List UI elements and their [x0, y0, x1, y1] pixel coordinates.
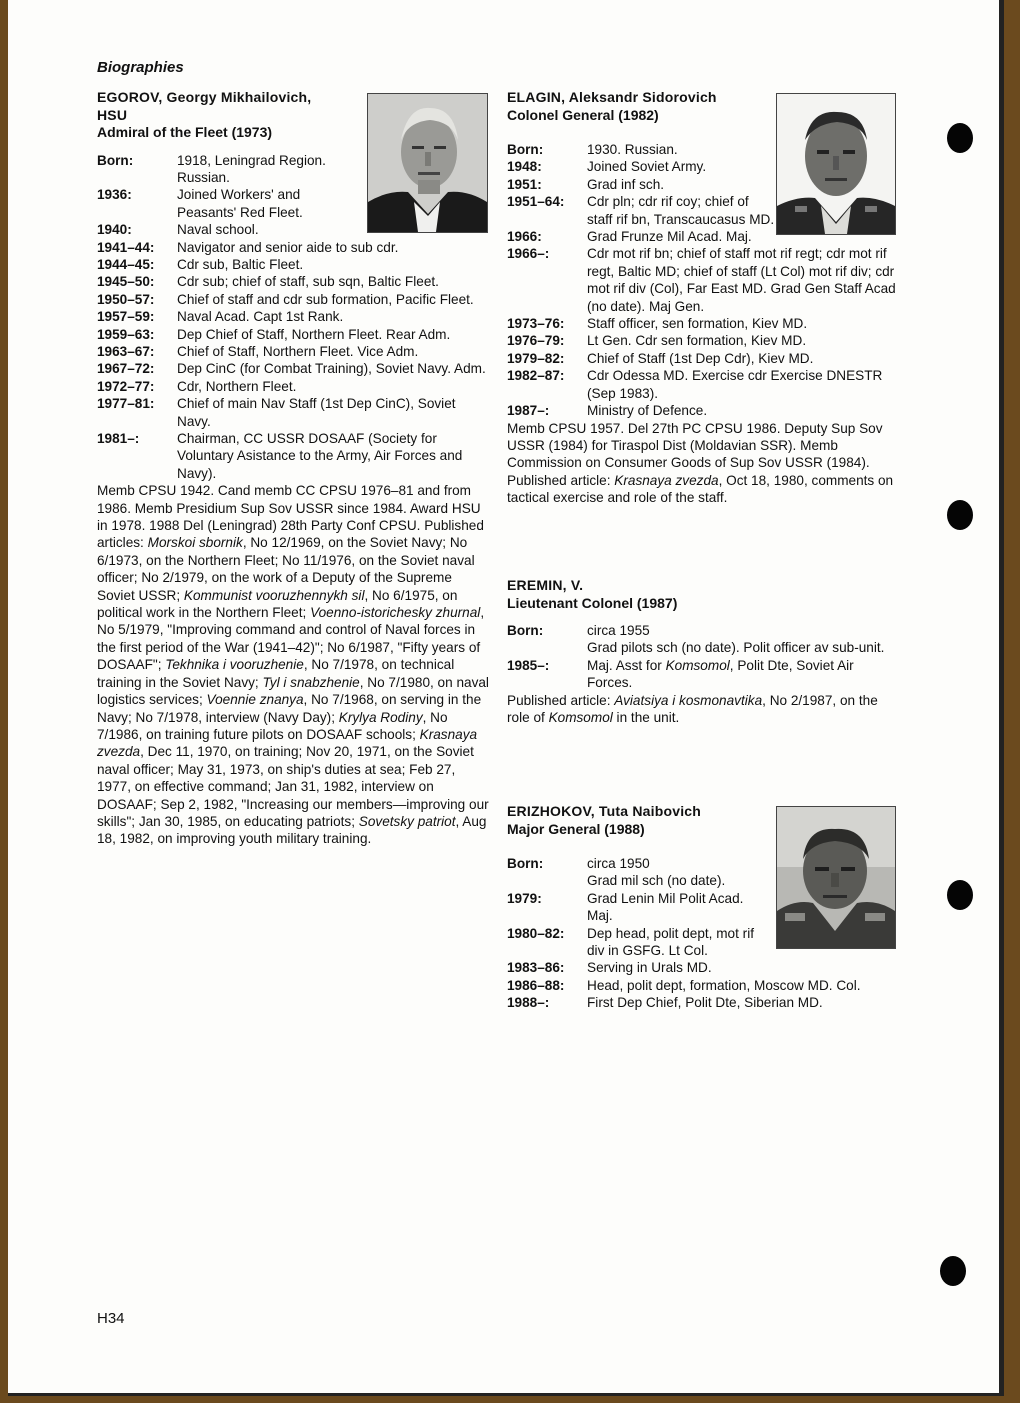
entry-year: [507, 639, 587, 656]
publication-title: Tyl i snabzhenie: [262, 674, 360, 690]
entry-year: 1983–86:: [507, 960, 565, 976]
portrait-photo: [367, 93, 488, 233]
entry-text: Ministry of Defence.: [587, 403, 708, 419]
bio-entry: [507, 367, 899, 402]
entry-year: 1957–59:: [97, 309, 155, 325]
publication-title: Kommunist vooruzhennykh sil: [183, 587, 365, 603]
entry-text: Cdr sub, Baltic Fleet.: [177, 256, 304, 272]
entry-year: 1951–64:: [507, 194, 565, 210]
paragraph-text: , No 12/1969, on the Soviet Navy; No 6/1973, on the Northern Fleet; No 11/1976, on the Soviet naval officer; No 2/1979, on the work of a Deputy of the Supreme Soviet USSR;: [97, 535, 475, 603]
bio-entry: [97, 273, 489, 290]
paragraph-text: Memb CPSU 1942. Cand memb CC CPSU 1976–81 and from 1986. Memb Presidium Sup Sov USSR since 1984. Award HSU in 1978. 1988 Del (Leningrad) 28th Party Conf CPSU. Published articles:: [97, 483, 484, 551]
paragraph-text: , No 2/1987, on the role of: [507, 692, 878, 726]
publication-title: Voenno-istorichesky zhurnal: [310, 605, 481, 621]
section-title: Biographies: [97, 59, 184, 76]
bio-entry: [97, 378, 489, 395]
bio-paragraph: [507, 420, 899, 507]
bio-entry: [97, 256, 489, 273]
entry-year: 1973–76:: [507, 316, 565, 332]
portrait-erizhokov: [777, 807, 895, 948]
bio-rank: Lieutenant Colonel (1987): [507, 594, 678, 611]
entry-year: 1977–81:: [97, 396, 155, 412]
entry-year: 1987–:: [507, 403, 550, 419]
bio-rank: Major General (1988): [507, 820, 645, 837]
publication-title: Sovetsky patriot: [358, 813, 456, 829]
bio-entries: [507, 622, 899, 692]
paragraph-text: , Oct 18, 1980, comments on tactical exercise and role of the staff.: [507, 472, 894, 506]
page-edge-right: [999, 0, 1004, 1396]
paragraph-text: , Aug 18, 1982, on improving youth military training.: [97, 813, 487, 847]
entry-year: Born:: [507, 142, 544, 157]
bio-paragraph: [507, 692, 899, 727]
portrait-photo: [776, 93, 896, 235]
page-edge-bottom: [8, 1393, 1004, 1396]
entry-text: First Dep Chief, Polit Dte, Siberian MD.: [587, 995, 823, 1011]
paragraph-text: , No 7/1980, on naval logistics services;: [97, 674, 489, 708]
bio-entry: [97, 239, 489, 256]
entry-text: circa 1955: [587, 623, 650, 638]
entry-year: Born:: [97, 152, 134, 168]
bio-honor: HSU: [97, 106, 128, 123]
entry-year: 1940:: [97, 222, 132, 238]
entry-year: 1972–77:: [97, 378, 155, 394]
paragraph-text: , No 7/1968, on serving in the Navy; No 7/1978, interview (Navy Day);: [97, 692, 482, 725]
entry-year: Born:: [507, 856, 544, 871]
publication-title: Aviatsiya i kosmonavtika: [614, 692, 763, 708]
bio-eremin: [507, 577, 899, 726]
binder-hole: [947, 880, 973, 910]
entry-year: 1985–:: [507, 657, 550, 673]
entry-text: Maj. Asst for Komsomol, Polit Dte, Soviet Air Forces.: [587, 657, 854, 691]
entry-text: Joined Workers' and Peasants' Red Fleet.: [177, 187, 303, 220]
publication-title: Krasnaya zvezda: [614, 472, 719, 488]
bio-entry: [507, 350, 899, 367]
bio-entry: [97, 291, 489, 308]
entry-year: 1967–72:: [97, 361, 155, 377]
entry-year: 1944–45:: [97, 256, 155, 272]
entry-year: 1980–82:: [507, 925, 565, 941]
bio-entry: [97, 430, 489, 482]
portrait-egorov: [368, 94, 487, 232]
bio-paragraph: [97, 482, 489, 848]
paragraph-text: , No 5/1979, "Improving command and control of Naval forces in the first period of the War (1941–42)"; No 6/1987, "Fifty years of DOSAAF";: [97, 605, 485, 673]
publication-title: Komsomol: [548, 710, 613, 726]
binder-hole: [947, 123, 973, 153]
bio-entry: [507, 332, 899, 349]
bio-entry: [97, 360, 489, 377]
entry-year: 1979–82:: [507, 350, 565, 366]
paragraph-text: , Dec 11, 1970, on training; Nov 20, 1971, on the Soviet naval officer; May 31, 1973, on ship's duties at sea; Feb 27, 1977, on effective command; Jan 31, 1982, interview on DOSAAF; Sep 2, 1982, "Increasing our members—improving our skills"; Jan 30, 1985, on educating patriots;: [97, 744, 489, 829]
bio-entry: [507, 622, 899, 639]
entry-text: Navigator and senior aide to sub cdr.: [177, 239, 399, 255]
entry-year: 1945–50:: [97, 274, 155, 290]
page-number: H34: [97, 1310, 125, 1327]
entry-text: Cdr mot rif bn; chief of staff mot rif regt; cdr mot rif regt, Baltic MD; chief of staff (Lt Col) mot rif div; cdr mot rif div (Col), Far East MD. Grad Gen Staff Acad (no date). Maj Gen.: [587, 246, 896, 314]
entry-year: [507, 872, 587, 889]
entry-year: 1959–63:: [97, 326, 155, 342]
entry-text: circa 1950: [587, 856, 650, 871]
entry-text: 1918, Leningrad Region. Russian.: [177, 152, 326, 185]
bio-name: EREMIN, V.: [507, 577, 584, 593]
bio-entry: [97, 308, 489, 325]
entry-text: Grad pilots sch (no date). Polit officer av sub-unit.: [587, 640, 885, 656]
entry-year: 1986–88:: [507, 977, 565, 993]
bio-entry: [507, 994, 899, 1011]
entry-text: Head, polit dept, formation, Moscow MD. Col.: [587, 977, 861, 993]
paragraph-text: in the unit.: [612, 710, 680, 726]
entry-text: Chief of staff and cdr sub formation, Pacific Fleet.: [177, 291, 474, 307]
entry-year: 1936:: [97, 187, 132, 203]
entry-year: 1950–57:: [97, 291, 155, 307]
entry-text: Chief of main Nav Staff (1st Dep CinC), Soviet Navy.: [177, 396, 456, 429]
entry-text: Cdr, Northern Fleet.: [177, 378, 297, 394]
paragraph-text: , No 6/1975, on political work in the Northern Fleet;: [97, 587, 458, 621]
entry-text: Cdr Odessa MD. Exercise cdr Exercise DNESTR (Sep 1983).: [587, 368, 883, 401]
bio-rank: Admiral of the Fleet (1973): [97, 124, 273, 140]
entry-text: Dep head, polit dept, mot rif div in GSFG. Lt Col.: [587, 925, 754, 959]
entry-year: Born:: [507, 623, 544, 638]
entry-text: Grad Lenin Mil Polit Acad. Maj.: [587, 890, 744, 924]
entry-year: 1966–:: [507, 246, 550, 262]
portrait-photo: [776, 806, 896, 949]
publication-title: Krasnaya zvezda: [97, 726, 478, 760]
entry-year: 1963–67:: [97, 343, 155, 359]
entry-year: 1979:: [507, 890, 542, 906]
entry-text: 1930. Russian.: [587, 142, 678, 157]
bio-entry: [507, 402, 899, 419]
entry-text: Lt Gen. Cdr sen formation, Kiev MD.: [587, 333, 807, 349]
entry-text: Naval Acad. Capt 1st Rank.: [177, 309, 344, 325]
entry-year: 1982–87:: [507, 368, 565, 384]
entry-year: 1941–44:: [97, 239, 155, 255]
paragraph-text: , No 7/1978, on technical training in the Soviet Navy;: [97, 657, 455, 690]
entry-year: 1948:: [507, 159, 542, 175]
bio-entry: [507, 657, 899, 692]
bio-entry: [507, 315, 899, 332]
entry-text: Dep CinC (for Combat Training), Soviet Navy. Adm.: [177, 361, 486, 377]
entry-text: Cdr pln; cdr rif coy; chief of staff rif bn, Transcaucasus MD.: [587, 194, 775, 227]
bio-entry: [507, 245, 899, 315]
entry-text: Grad Frunze Mil Acad. Maj.: [587, 229, 752, 245]
entry-text: Chief of Staff, Northern Fleet. Vice Adm.: [177, 343, 419, 359]
entry-year: 1966:: [507, 229, 542, 245]
entry-text: Staff officer, sen formation, Kiev MD.: [587, 316, 808, 332]
bio-name: ERIZHOKOV, Tuta Naibovich: [507, 803, 702, 819]
entry-year: 1981–:: [97, 431, 140, 446]
bio-entry: [97, 395, 489, 430]
paragraph-text: , No 7/1986, on training future pilots on DOSAAF schools;: [97, 709, 448, 742]
bio-entry: [97, 326, 489, 343]
bio-entry: [507, 977, 899, 994]
entry-text: Chairman, CC USSR DOSAAF (Society for Voluntary Asistance to the Army, Air Forces and Navy).: [177, 431, 463, 481]
page: [8, 0, 1004, 1396]
entry-text: Chief of Staff (1st Dep Cdr), Kiev MD.: [587, 350, 814, 366]
entry-text: Grad inf sch.: [587, 176, 665, 192]
publication-title: Voennie znanya: [206, 692, 304, 708]
entry-text: Joined Soviet Army.: [587, 159, 707, 175]
bio-name: EGOROV, Georgy Mikhailovich,: [97, 89, 312, 105]
entry-text: Dep Chief of Staff, Northern Fleet. Rear Adm.: [177, 326, 451, 342]
entry-text: Naval school.: [177, 222, 259, 238]
bio-rank: Colonel General (1982): [507, 106, 659, 123]
portrait-elagin: [777, 94, 895, 234]
bio-name: ELAGIN, Aleksandr Sidorovich: [507, 89, 717, 105]
entry-year: 1951:: [507, 176, 542, 192]
entry-year: 1988–:: [507, 995, 550, 1011]
paragraph-text: Memb CPSU 1957. Del 27th PC CPSU 1986. Deputy Sup Sov USSR (1984) for Tiraspol Dist (Moldavian SSR). Memb Commission on Consumer Goods of Sup Sov USSR (1984). Published article:: [507, 420, 883, 488]
entry-text: Grad mil sch (no date).: [587, 873, 726, 889]
bio-entry: [507, 639, 899, 656]
paragraph-text: Published article:: [507, 692, 615, 708]
publication-title: Tekhnika i vooruzhenie: [165, 657, 304, 673]
entry-year: 1976–79:: [507, 333, 565, 349]
publication-title: Krylya Rodiny: [338, 709, 423, 725]
binder-hole: [947, 500, 973, 530]
entry-text: Cdr sub; chief of staff, sub sqn, Baltic Fleet.: [177, 274, 439, 290]
publication-title: Morskoi sbornik: [147, 535, 243, 551]
entry-text: Serving in Urals MD.: [587, 960, 712, 976]
binder-hole: [940, 1256, 966, 1286]
bio-entry: [97, 343, 489, 360]
bio-entry: [507, 959, 899, 976]
